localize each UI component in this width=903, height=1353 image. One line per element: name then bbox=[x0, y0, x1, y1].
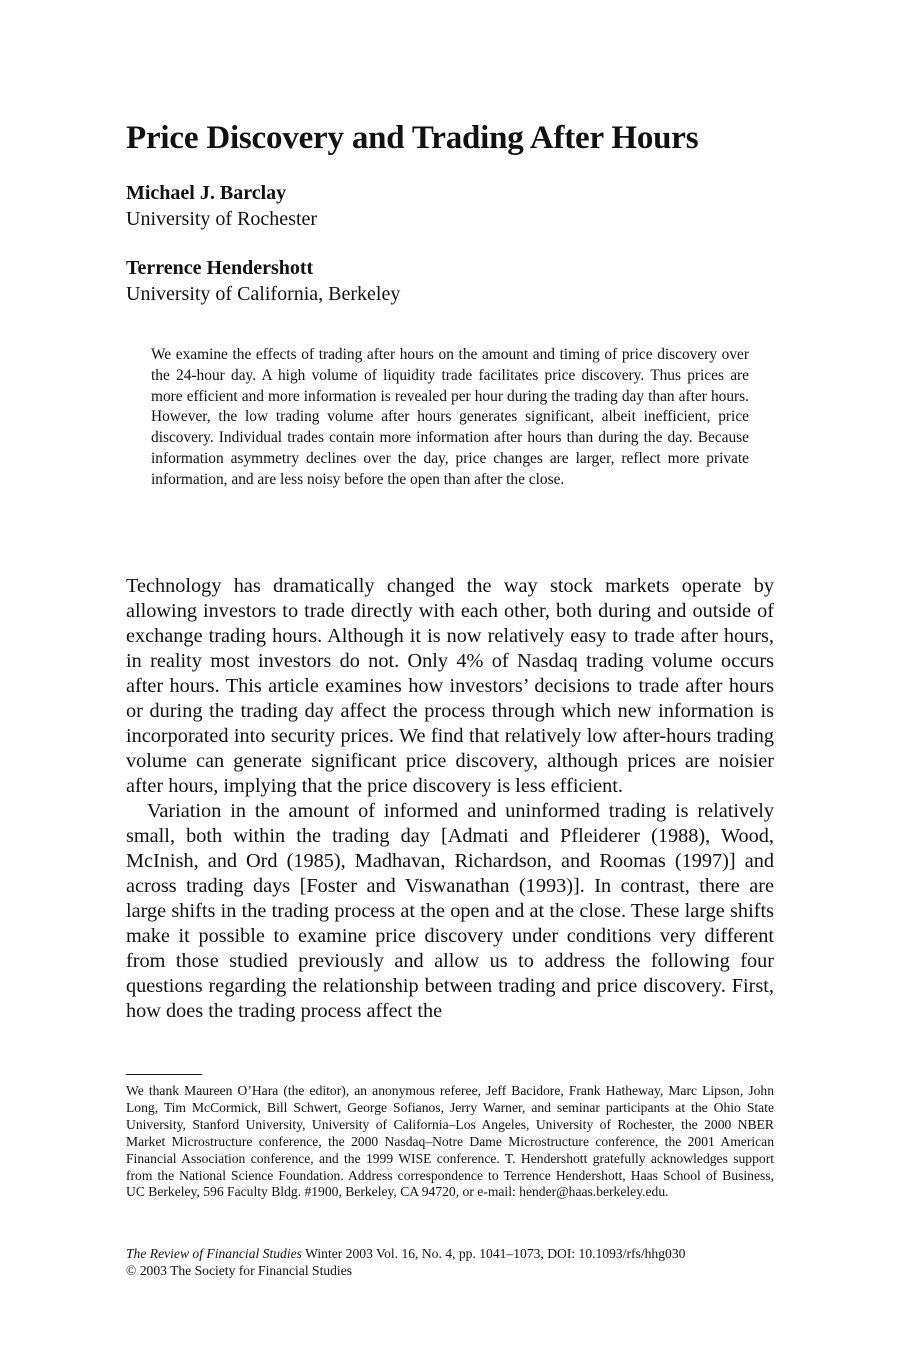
footnote: We thank Maureen O’Hara (the editor), an anonymous referee, Jeff Bacidore, Frank Hatheway, Marc Lipson, John Long, Tim McCormick, Bill Schwert, George Sofianos, Jerry Warner, and seminar participants at the Ohio State University, Stanford University, University of California–Los Angeles, University of Rochester, the 2000 NBER Market Microstructure conference, the 2000 Nasdaq–Notre Dame Microstructure conference, the 2001 American Financial Association conference, and the 1999 WISE conference. T. Hendershott gratefully acknowledges support from the National Science Foundation. Address correspondence to Terrence Hendershott, Haas School of Business, UC Berkeley, 596 Faculty Bldg. #1900, Berkeley, CA 94720, or e-mail: hender@haas.berkeley.edu. bbox=[126, 1083, 774, 1200]
copyright-line: © 2003 The Society for Financial Studies bbox=[126, 1262, 353, 1278]
footnote-divider bbox=[126, 1074, 202, 1075]
body-paragraph: Variation in the amount of informed and uninformed trading is relatively small, both within the trading day [Admati and Pfleiderer (1988), Wood, McInish, and Ord (1985), Madhavan, Richardson, and Roomas (1997)] and across trading days [Foster and Viswanathan (1993)]. In contrast, there are large shifts in the trading process at the open and at the close. These large shifts make it possible to examine price discovery under conditions very different from those studied previously and allow us to address the following four questions regarding the relationship between trading and price discovery. First, how does the trading process affect the bbox=[126, 800, 774, 1022]
journal-name: The Review of Financial Studies bbox=[126, 1246, 302, 1261]
body-text bbox=[126, 574, 774, 1024]
author-name: Michael J. Barclay bbox=[126, 182, 287, 204]
journal-citation bbox=[126, 1246, 826, 1263]
author-block bbox=[126, 255, 726, 307]
paper-title: Price Discovery and Trading After Hours bbox=[126, 120, 699, 156]
journal-citation-details: Winter 2003 Vol. 16, No. 4, pp. 1041–1073, DOI: 10.1093/rfs/hhg030 bbox=[301, 1246, 686, 1261]
journal-info bbox=[126, 1246, 826, 1279]
body-paragraph: Technology has dramatically changed the way stock markets operate by allowing investors to trade directly with each other, both during and outside of exchange trading hours. Although it is now relatively easy to trade after hours, in reality most investors do not. Only 4% of Nasdaq trading volume occurs after hours. This article examines how investors’ decisions to trade after hours or during the trading day affect the process through which new information is incorporated into security prices. We find that relatively low after-hours trading volume can generate significant price discovery, although prices are noisier after hours, implying that the price discovery is less efficient. bbox=[126, 575, 774, 797]
author-affiliation: University of Rochester bbox=[126, 208, 318, 230]
author-block bbox=[126, 180, 726, 232]
author-affiliation: University of California, Berkeley bbox=[126, 283, 401, 305]
abstract: We examine the effects of trading after hours on the amount and timing of price discovery over the 24-hour day. A high volume of liquidity trade facilitates price discovery. Thus prices are more efficient and more information is revealed per hour during the trading day than after hours. However, the low trading volume after hours generates significant, albeit inefficient, price discovery. Individual trades contain more information after hours than during the day. Because information asymmetry declines over the day, price changes are larger, reflect more private information, and are less noisy before the open than after the close. bbox=[151, 346, 749, 488]
author-name: Terrence Hendershott bbox=[126, 257, 314, 279]
